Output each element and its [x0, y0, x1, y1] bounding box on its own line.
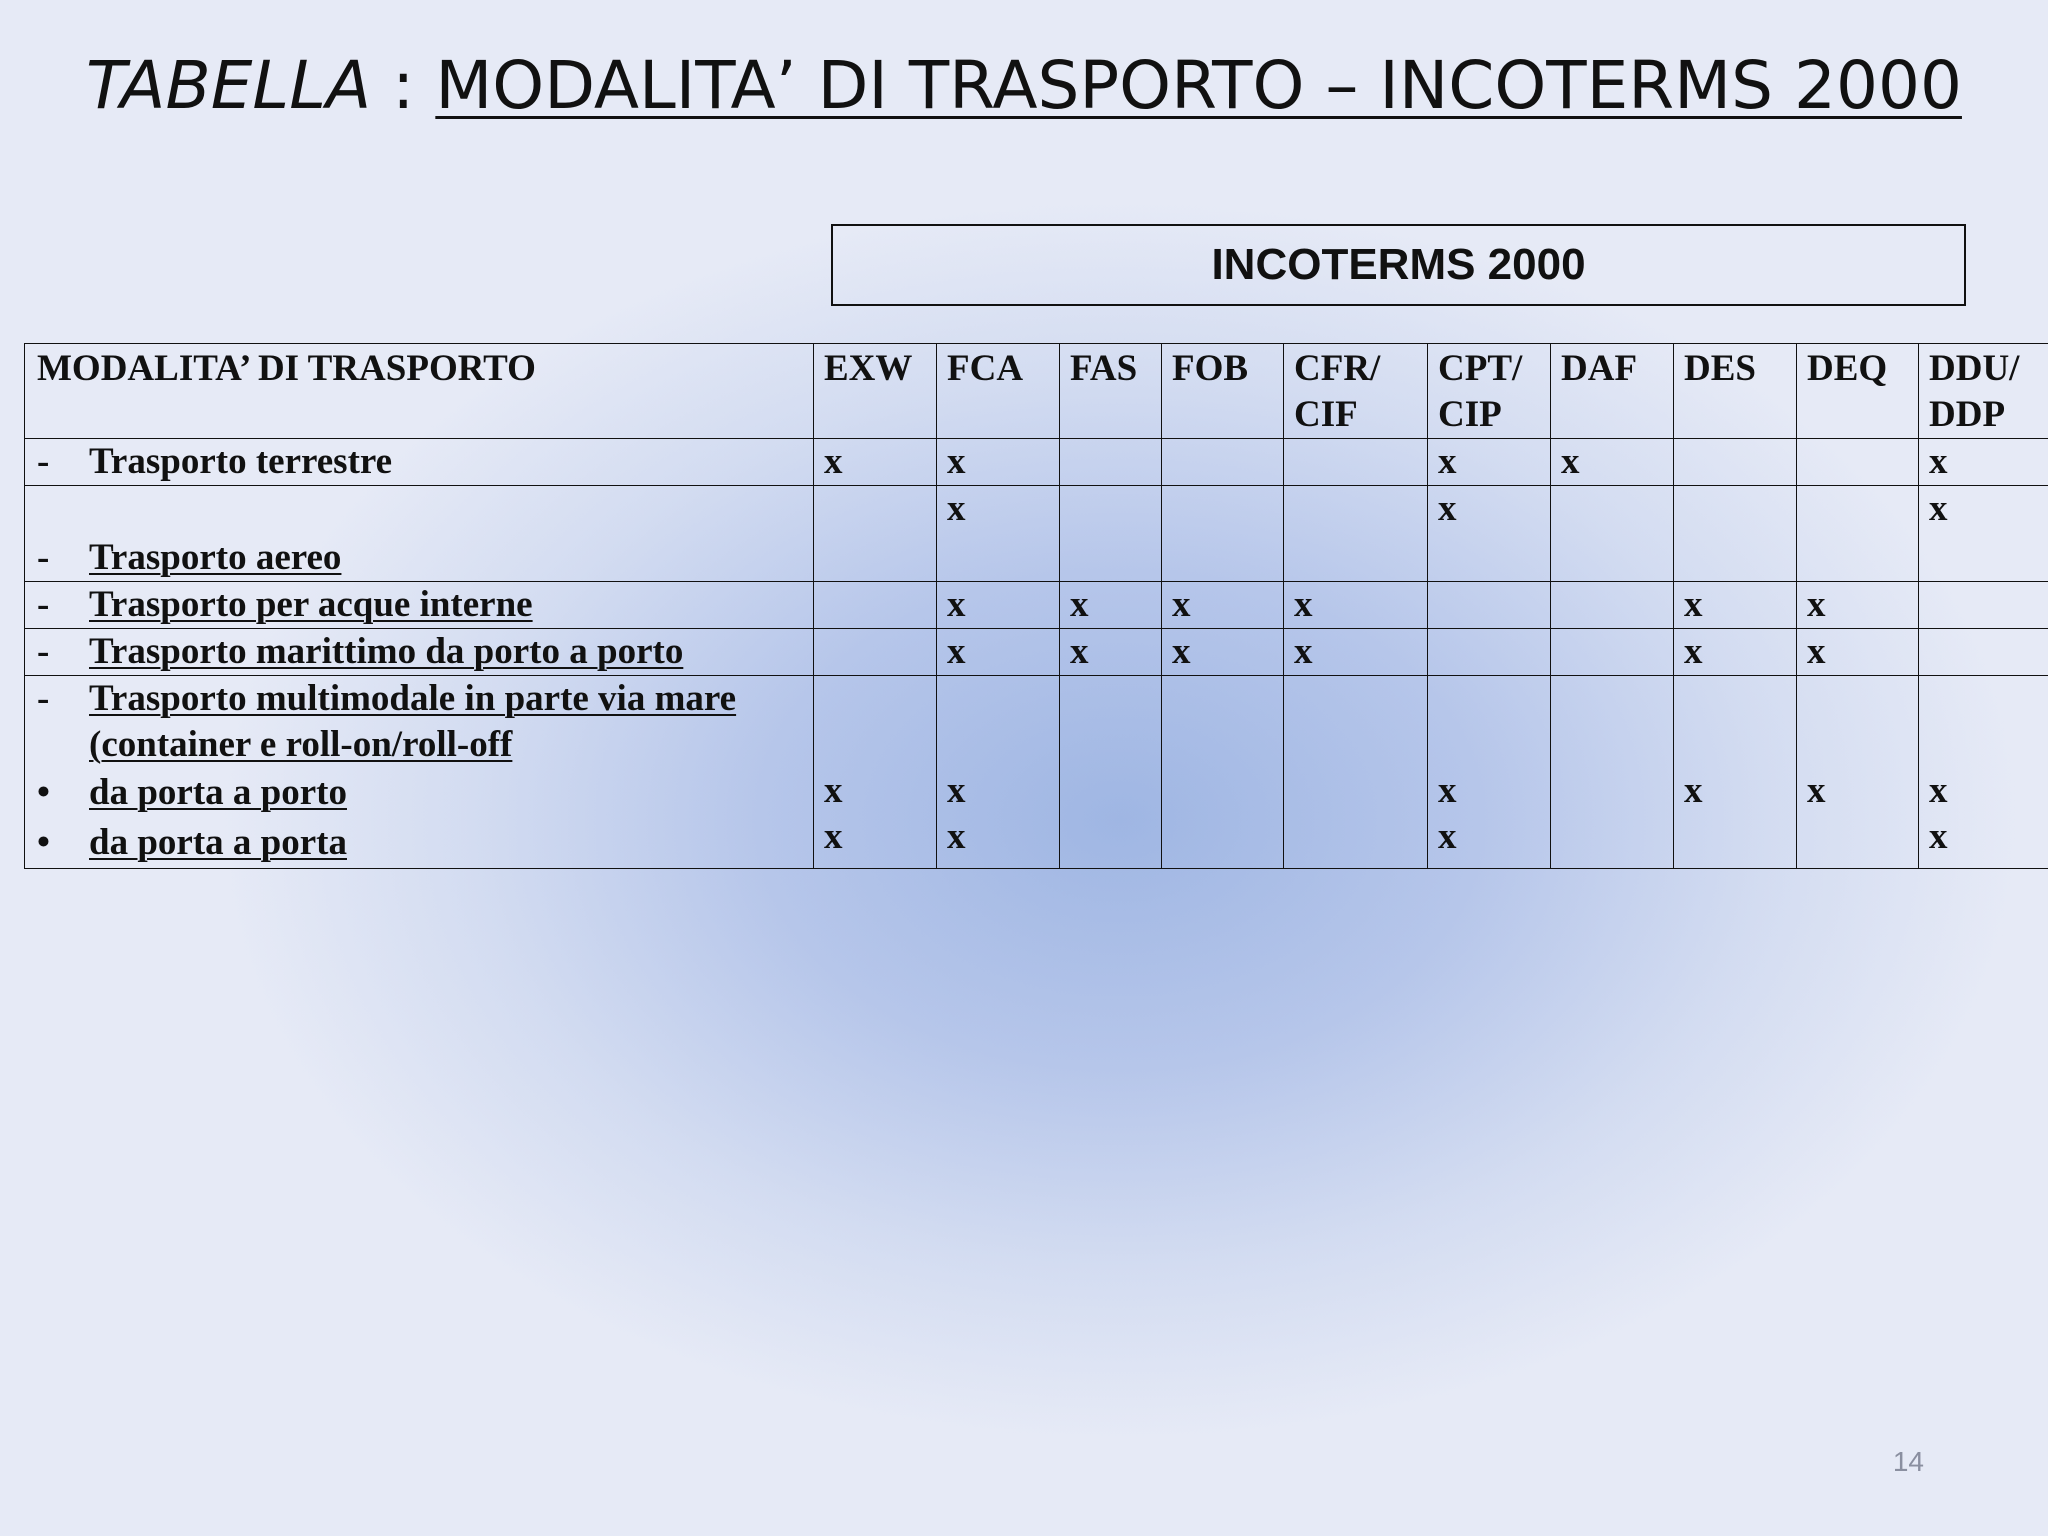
table-row	[25, 676, 2048, 869]
table-row	[25, 582, 2048, 629]
sub-row-label: da porta a porta	[89, 822, 347, 863]
dash-marker: -	[37, 537, 50, 578]
table-cell: x	[1551, 439, 1674, 486]
table-cell	[1919, 582, 2048, 629]
table-cell	[1428, 582, 1551, 629]
table-cell	[1674, 439, 1797, 486]
table-cell	[1551, 676, 1674, 869]
table-cell	[1284, 486, 1428, 582]
table-cell	[1551, 582, 1674, 629]
table-cell: x	[937, 582, 1060, 629]
cell-mark: x	[824, 770, 843, 811]
title-main: MODALITA’ DI TRASPORTO – INCOTERMS 2000	[435, 47, 1962, 124]
col-header-exw: EXW	[814, 344, 937, 439]
table-cell: x	[1060, 582, 1162, 629]
cell-mark	[1684, 814, 1786, 860]
row-label-aereo	[25, 486, 814, 582]
cell-mark: x	[1929, 816, 1948, 857]
dash-marker: -	[37, 678, 50, 719]
cell-mark	[1294, 768, 1417, 814]
table-cell: x	[1060, 629, 1162, 676]
cell-mark: x	[947, 816, 966, 857]
col-header-daf: DAF	[1551, 344, 1674, 439]
col-header-des: DES	[1674, 344, 1797, 439]
table-cell: x	[1428, 439, 1551, 486]
table-row	[25, 486, 2048, 582]
table-cell	[1551, 486, 1674, 582]
cell-mark	[1172, 768, 1273, 814]
table-cell	[1060, 676, 1162, 869]
dash-marker: -	[37, 584, 50, 625]
cell-mark: x	[1438, 770, 1457, 811]
table-cell	[1797, 676, 1919, 869]
table-cell	[814, 582, 937, 629]
table-cell: x	[814, 439, 937, 486]
table-row	[25, 629, 2048, 676]
table-cell	[1674, 676, 1797, 869]
table-cell	[1428, 676, 1551, 869]
table-cell	[1919, 676, 2048, 869]
col-header-fas: FAS	[1060, 344, 1162, 439]
table-cell	[937, 676, 1060, 869]
table-cell	[1551, 629, 1674, 676]
dash-marker: -	[37, 631, 50, 672]
table-cell	[1674, 486, 1797, 582]
table-cell	[1162, 676, 1284, 869]
col-header-cfr-cif: CFR/ CIF	[1284, 344, 1428, 439]
cell-mark: x	[1684, 770, 1703, 811]
page-number: 14	[1892, 1446, 1924, 1477]
table-cell	[814, 676, 937, 869]
cell-mark	[1070, 814, 1151, 860]
bullet-marker: •	[37, 822, 50, 863]
cell-mark	[1807, 814, 1908, 860]
row-label-text: Trasporto aereo	[89, 537, 342, 578]
cell-mark: x	[824, 816, 843, 857]
col-header-modalita: MODALITA’ DI TRASPORTO	[25, 344, 814, 439]
table-cell: x	[937, 486, 1060, 582]
cell-mark	[1561, 768, 1663, 814]
row-label-multimodale	[25, 676, 814, 869]
cell-mark	[1294, 814, 1417, 860]
table-cell	[1060, 486, 1162, 582]
table-row	[25, 439, 2048, 486]
row-label-terrestre	[25, 439, 814, 486]
col-header-deq: DEQ	[1797, 344, 1919, 439]
title-separator: :	[371, 47, 436, 124]
table-cell: x	[1162, 582, 1284, 629]
cell-mark	[1561, 814, 1663, 860]
col-header-fca: FCA	[937, 344, 1060, 439]
table-cell: x	[1284, 629, 1428, 676]
cell-mark	[1172, 814, 1273, 860]
table-cell	[1919, 629, 2048, 676]
title-italic: TABELLA	[86, 47, 372, 124]
multimodale-line1	[37, 676, 803, 722]
table-cell: x	[1797, 582, 1919, 629]
slide-title	[0, 46, 2048, 125]
row-label-text: Trasporto terrestre	[89, 441, 393, 482]
sub-row-porta-porto	[37, 768, 803, 818]
table-cell: x	[1919, 486, 2048, 582]
table-cell	[1060, 439, 1162, 486]
table-cell: x	[1162, 629, 1284, 676]
table-cell: x	[1674, 582, 1797, 629]
banner-label: INCOTERMS 2000	[1211, 240, 1586, 289]
table-cell	[1797, 439, 1919, 486]
dash-marker: -	[37, 441, 50, 482]
table-cell: x	[1284, 582, 1428, 629]
table-cell	[1428, 629, 1551, 676]
cell-mark: x	[947, 770, 966, 811]
sub-row-label: da porta a porto	[89, 772, 347, 813]
col-header-fob: FOB	[1162, 344, 1284, 439]
incoterms-banner	[831, 224, 1966, 306]
sub-row-porta-porta	[37, 818, 803, 868]
table-cell	[814, 486, 937, 582]
transport-table	[24, 343, 2048, 869]
table-cell	[1162, 486, 1284, 582]
col-header-cpt-cip: CPT/ CIP	[1428, 344, 1551, 439]
table-cell: x	[1428, 486, 1551, 582]
row-label-marittimo	[25, 629, 814, 676]
cell-mark: x	[1807, 770, 1826, 811]
row-label-text: Trasporto per acque interne	[89, 584, 533, 625]
table-cell: x	[1674, 629, 1797, 676]
row-label-acque-interne	[25, 582, 814, 629]
row-label-text: (container e roll-on/roll-off	[89, 724, 513, 765]
table-cell: x	[937, 439, 1060, 486]
table-cell	[1162, 439, 1284, 486]
cell-mark: x	[1438, 816, 1457, 857]
table-cell: x	[1797, 629, 1919, 676]
cell-mark	[1070, 768, 1151, 814]
table-cell	[1797, 486, 1919, 582]
table-cell: x	[1919, 439, 2048, 486]
row-label-text: Trasporto marittimo da porto a porto	[89, 631, 684, 672]
row-label-text: Trasporto multimodale in parte via mare	[89, 678, 737, 719]
table-cell	[814, 629, 937, 676]
table-cell	[1284, 439, 1428, 486]
header-row	[25, 344, 2048, 439]
table-cell: x	[937, 629, 1060, 676]
col-header-ddu-ddp: DDU/ DDP	[1919, 344, 2048, 439]
bullet-marker: •	[37, 772, 50, 813]
table-cell	[1284, 676, 1428, 869]
multimodale-line2	[37, 722, 803, 768]
cell-mark: x	[1929, 770, 1948, 811]
